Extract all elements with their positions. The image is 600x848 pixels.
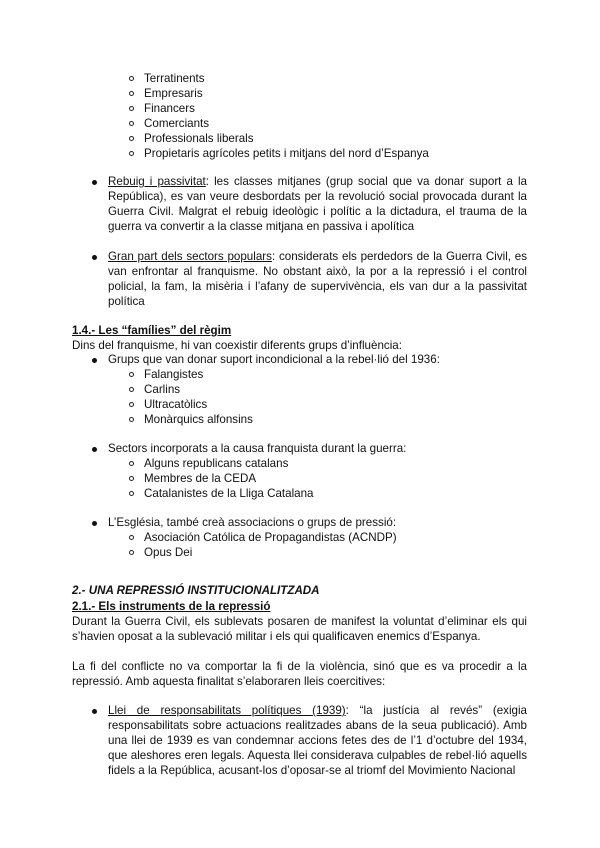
bullet-icon (92, 709, 97, 714)
sub-bullet-icon (129, 136, 134, 141)
sub-bullet-icon (129, 402, 134, 407)
sub-bullet-icon (129, 476, 134, 481)
list-item: Empresaris (144, 87, 203, 100)
bullet-rebuig-paragraph (108, 174, 527, 234)
bullet-icon (92, 180, 97, 185)
bullet-rebuig-label: Rebuig i passivitat (108, 175, 206, 188)
sub-bullet-icon (129, 461, 134, 466)
bullet-gran-label: Gran part dels sectors populars (108, 250, 272, 263)
list-item: Carlins (144, 383, 181, 396)
list-item: Falangistes (144, 368, 204, 381)
sub-bullet-icon (129, 372, 134, 377)
bullet-icon (92, 255, 97, 260)
list-item: Comerciants (144, 117, 210, 130)
list-item: Membres de la CEDA (144, 472, 257, 485)
list-item: Terratinents (144, 72, 205, 85)
sub-bullet-icon (129, 106, 134, 111)
sub-bullet-icon (129, 417, 134, 422)
section-heading: 1.4.- Les “famílies” del règim (72, 324, 232, 337)
bullet-llei-paragraph (108, 703, 527, 778)
body-paragraph: Durant la Guerra Civil, els sublevats posaren de manifest la voluntat d’eliminar els qui s’havien oposat a la sublevació militar i els qui qualificaven enemics d’Espanya. (72, 615, 527, 643)
sub-bullet-icon (129, 550, 134, 555)
body-paragraph: La fi del conflicte no va comportar la fi de la violència, sinó que es va procedir a la repressió. Amb aquesta finalitat s’elaboraren lleis coercitives: (72, 660, 527, 688)
list-item: Financers (144, 102, 195, 115)
list-item: Asociación Católica de Propagandistas (ACNDP) (144, 531, 397, 544)
bullet-rebuig-text: : les classes mitjanes (grup social que va donar suport a la República), es van veure desbordats per la revolució social provocada durant la Guerra Civil. Malgrat el rebuig ideològic i polític a la dictadura, el trauma de la guerra va convertir a la classe mitjana en passiva i apolítica (108, 175, 527, 233)
sub-bullet-icon (129, 76, 134, 81)
section-intro: Dins del franquisme, hi van coexistir diferents grups d’influència: (72, 339, 402, 352)
bullet-icon (92, 447, 97, 452)
list-item: Alguns republicans catalans (144, 457, 289, 470)
section-heading: 2.1.- Els instruments de la repressió (72, 600, 271, 613)
list-item: Propietaris agrícoles petits i mitjans del nord d’Espanya (144, 147, 429, 160)
bullet-gran-text: : considerats els perdedors de la Guerra Civil, es van enfrontar al franquisme. No obstant això, la por a la repressió i el control policial, la fam, la misèria i l’afany de supervivència, els van dur a la passivitat política (108, 250, 528, 308)
bullet-gran-paragraph (108, 249, 527, 309)
sub-bullet-icon (129, 121, 134, 126)
group-label: Sectors incorporats a la causa franquista durant la guerra: (108, 442, 407, 455)
list-item: Opus Dei (144, 546, 193, 559)
chapter-heading: 2.- UNA REPRESSIÓ INSTITUCIONALITZADA (72, 584, 320, 597)
bullet-icon (92, 521, 97, 526)
group-label: Grups que van donar suport incondicional a la rebel·lió del 1936: (108, 353, 440, 366)
bullet-llei-text: : “la justícia al revés” (exigia responsabilitats sobre actuacions realitzades abans de la seua publicació). Amb una llei de 1939 es van condemnar accions fetes des de l’1 d’octubre del 1934, que aleshores eren legals. Aquesta llei considerava culpables de rebel·lió aquells fidels a la República, acusant-los d’oposar-se al triomf del Movimiento Nacional (108, 704, 527, 777)
group-label: L’Església, també creà associacions o grups de pressió: (108, 516, 397, 529)
sub-bullet-icon (129, 491, 134, 496)
list-item: Professionals liberals (144, 132, 254, 145)
sub-bullet-icon (129, 151, 134, 156)
sub-bullet-icon (129, 535, 134, 540)
sub-bullet-icon (129, 91, 134, 96)
sub-bullet-icon (129, 387, 134, 392)
list-item: Monàrquics alfonsins (144, 413, 253, 426)
list-item: Catalanistes de la Lliga Catalana (144, 487, 314, 500)
bullet-icon (92, 358, 97, 363)
bullet-llei-label: Llei de responsabilitats polítiques (1939) (108, 704, 346, 717)
list-item: Ultracatòlics (144, 398, 208, 411)
